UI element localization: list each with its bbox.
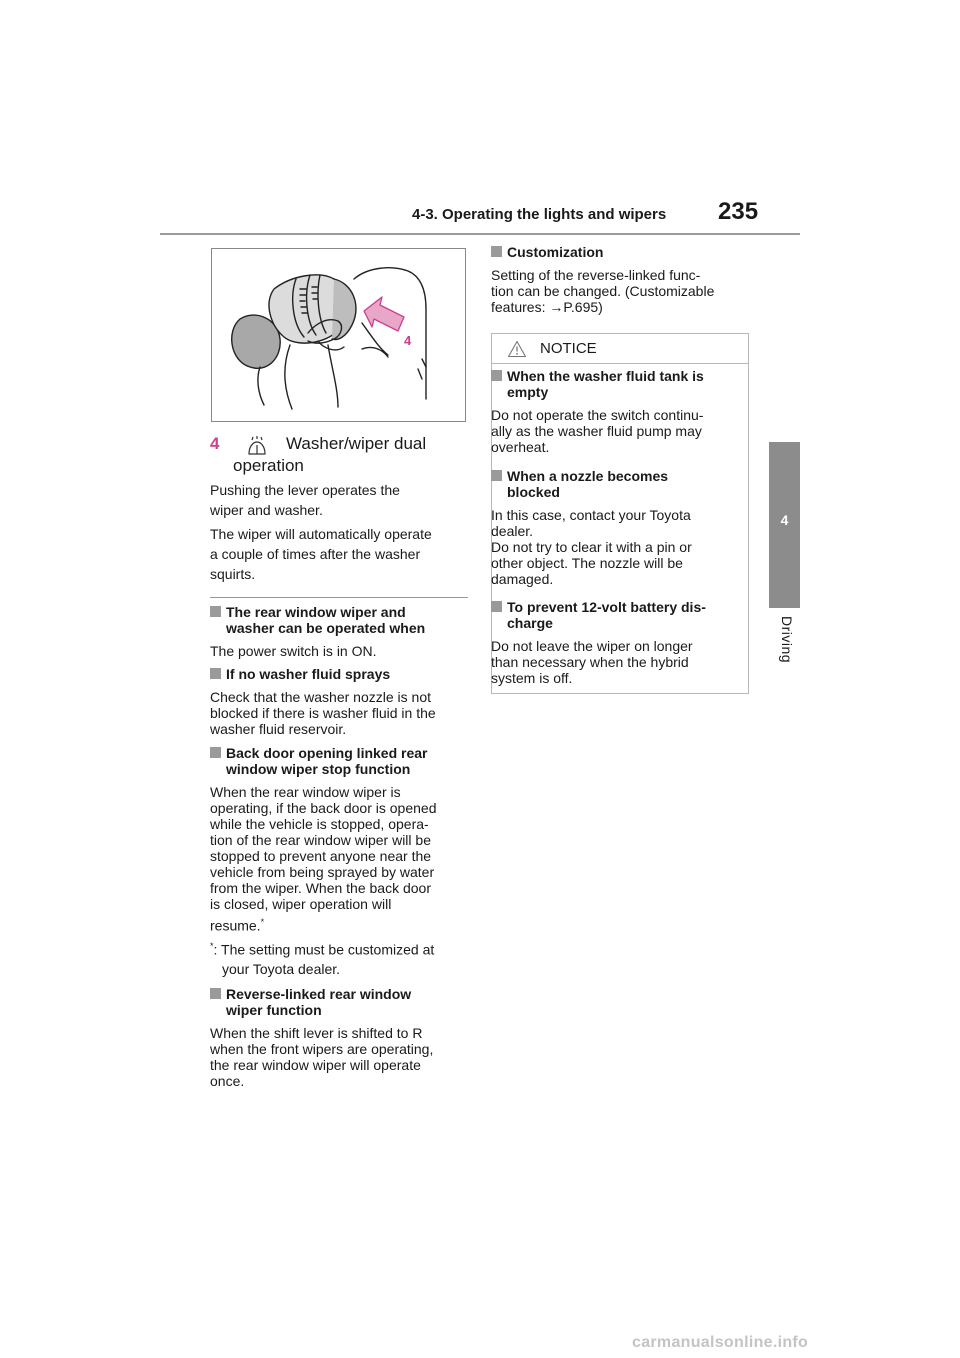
section-body xyxy=(491,267,753,315)
heading-square-icon xyxy=(491,246,502,257)
heading-square-icon xyxy=(210,606,221,617)
illustration-callout: 4 xyxy=(404,333,412,348)
text-line: a couple of times after the washer xyxy=(210,546,421,562)
watermark: carmanualsonline.info xyxy=(632,1334,809,1351)
text-line: while the vehicle is stopped, opera- xyxy=(210,816,429,832)
text-line: squirts. xyxy=(210,566,256,582)
text-line: is closed, wiper operation will xyxy=(210,896,392,912)
text-line: stopped to prevent anyone near the xyxy=(210,848,432,864)
text-line: The wiper will automatically operate xyxy=(210,526,432,542)
text-line: Do not operate the switch continu- xyxy=(491,407,704,423)
info-section xyxy=(210,604,466,659)
section-heading: Back door opening linked rear window wiper stop function xyxy=(210,745,466,777)
section-body xyxy=(210,689,466,737)
text-line: when the front wipers are operating, xyxy=(210,1041,434,1057)
text-line: other object. The nozzle will be xyxy=(491,555,683,571)
text-line: tion of the rear window wiper will be xyxy=(210,832,431,848)
page-reference-link[interactable]: P.695) xyxy=(563,299,603,315)
header-rule xyxy=(160,233,800,235)
heading-square-icon xyxy=(491,470,502,481)
notice-section xyxy=(491,468,741,587)
info-section xyxy=(210,986,466,1089)
section-body xyxy=(210,643,466,659)
text-line: from the wiper. When the back door xyxy=(210,880,431,896)
chapter-tab xyxy=(769,442,800,608)
item-title: Washer/wiper dual xyxy=(286,434,427,453)
section-title: 4-3. Operating the lights and wipers xyxy=(412,206,667,223)
section-heading: If no washer fluid sprays xyxy=(210,666,466,682)
customization-section xyxy=(491,244,753,315)
warning-triangle-icon xyxy=(507,340,527,358)
text-line: Pushing the lever operates the xyxy=(210,482,400,498)
notice-header-divider xyxy=(491,363,749,364)
text-line: damaged. xyxy=(491,571,554,587)
section-heading: When a nozzle becomes blocked xyxy=(491,468,741,500)
text-line: vehicle from being sprayed by water xyxy=(210,864,435,880)
item-title-continued: operation xyxy=(233,456,304,475)
heading-square-icon xyxy=(210,747,221,758)
section-heading: Reverse-linked rear window wiper function xyxy=(210,986,466,1018)
text-line: ally as the washer fluid pump may xyxy=(491,423,702,439)
text-line: features: →P.695) xyxy=(491,299,603,315)
washer-wiper-icon xyxy=(246,434,268,456)
text-line: once. xyxy=(210,1073,245,1089)
text-line: dealer. xyxy=(491,523,534,539)
section-heading: The rear window wiper and washer can be operated when xyxy=(210,604,466,636)
item-description xyxy=(210,480,466,584)
section-body xyxy=(491,407,741,455)
section-heading: When the washer fluid tank is empty xyxy=(491,368,741,400)
text-line: the rear window wiper will operate xyxy=(210,1057,421,1073)
wiper-lever-illustration xyxy=(211,248,466,422)
text-line: In this case, contact your Toyota xyxy=(491,507,691,523)
section-body xyxy=(210,784,466,936)
text-line: blocked if there is washer fluid in the xyxy=(210,705,436,721)
notice-section xyxy=(491,368,741,455)
text-line: When the shift lever is shifted to R xyxy=(210,1025,423,1041)
info-section xyxy=(210,666,466,737)
arrow-right-icon: → xyxy=(549,299,564,315)
text-line: Check that the washer nozzle is not xyxy=(210,689,432,705)
text-line: tion can be changed. (Customizable xyxy=(491,283,715,299)
text-line: The power switch is in ON. xyxy=(210,643,377,659)
push-arrow-icon xyxy=(364,297,404,331)
section-heading: Customization xyxy=(491,244,753,260)
page-number: 235 xyxy=(718,198,759,225)
footnote: *: The setting must be customized at your Toyota dealer. xyxy=(210,940,435,978)
heading-square-icon xyxy=(491,370,502,381)
text-line: than necessary when the hybrid xyxy=(491,654,689,670)
item-number: 4 xyxy=(210,434,220,453)
heading-square-icon xyxy=(491,601,502,612)
section-body xyxy=(491,507,741,587)
text-line: Do not try to clear it with a pin or xyxy=(491,539,692,555)
heading-square-icon xyxy=(210,988,221,999)
chapter-tab-label: Driving xyxy=(779,616,795,664)
text-line: washer fluid reservoir. xyxy=(210,721,347,737)
text-line: wiper and washer. xyxy=(210,502,323,518)
section-divider xyxy=(210,597,468,598)
notice-section xyxy=(491,599,741,686)
info-section xyxy=(210,745,466,979)
notice-label: NOTICE xyxy=(540,340,597,357)
text-line: When the rear window wiper is xyxy=(210,784,401,800)
text-line: system is off. xyxy=(491,670,573,686)
text-line: Do not leave the wiper on longer xyxy=(491,638,693,654)
chapter-tab-number: 4 xyxy=(780,512,789,528)
text-line: resume.* xyxy=(210,917,265,934)
section-heading: To prevent 12-volt battery dis- charge xyxy=(491,599,741,631)
wiper-lever-drawing xyxy=(212,249,465,421)
text-line: Setting of the reverse-linked func- xyxy=(491,267,701,283)
section-body xyxy=(491,638,741,686)
section-body xyxy=(210,1025,466,1089)
heading-square-icon xyxy=(210,668,221,679)
text-line: operating, if the back door is opened xyxy=(210,800,437,816)
text-line: overheat. xyxy=(491,439,550,455)
